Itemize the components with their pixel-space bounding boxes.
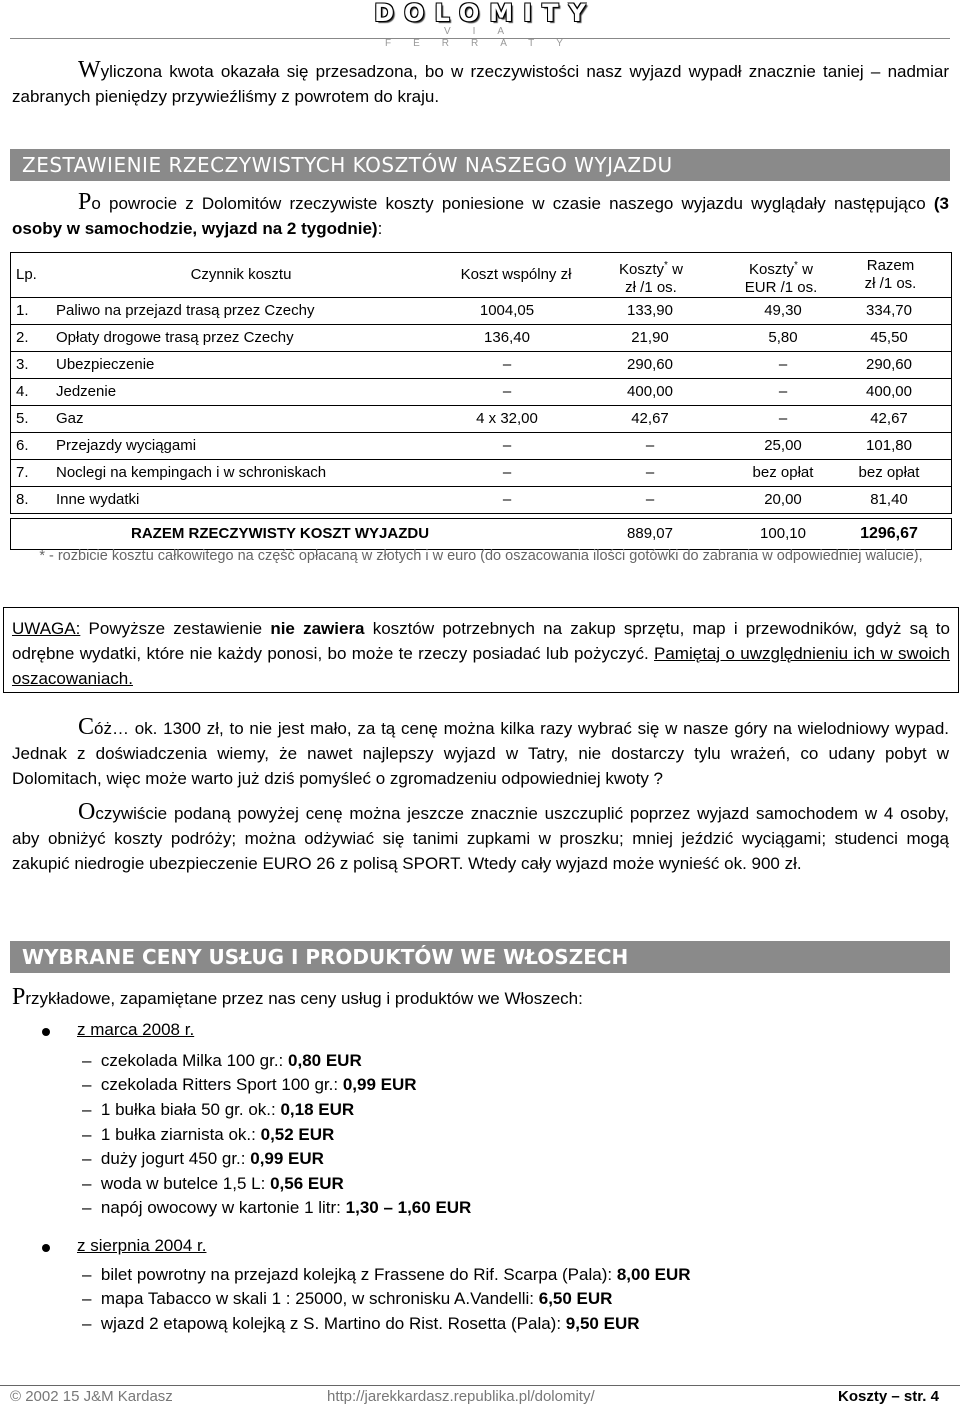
item-text: mapa Tabacco w skali 1 : 25000, w schronisku A.Vandelli: xyxy=(100,1289,539,1308)
item-text: wjazd 2 etapową kolejką z S. Martino do Rist. Rosetta (Pala): xyxy=(100,1314,566,1333)
table-row xyxy=(11,460,951,487)
list-item: – duży jogurt 450 gr.: 0,99 EUR xyxy=(82,1149,324,1168)
list-item: – wjazd 2 etapową kolejką z S. Martino do Rist. Rosetta (Pala): 9,50 EUR xyxy=(82,1314,640,1333)
table-row xyxy=(11,352,951,379)
para3-text: czywiście podaną powyżej cenę można jeszcze znacznie uszczuplić poprzez wyjazd samochodem w 4 osoby, aby obniżyć koszty podróży; można odżywiać się tanimi zupkami w proszku; mniej jeździć wyciągami; studenci mogą zakupić niedrogie ubezpieczenie EURO 26 z polisą SPORT. Wtedy cały wyjazd może wynieść ok. 900 zł. xyxy=(12,804,949,873)
row-shared: – xyxy=(502,437,512,454)
row-lp: 2. xyxy=(16,329,29,346)
row-pln: 42,67 xyxy=(631,410,669,427)
para3-dropcap: O xyxy=(78,799,96,825)
table-header xyxy=(10,252,952,298)
item-price: 6,50 EUR xyxy=(538,1289,613,1308)
list-item: – napój owocowy w kartonie 1 litr: 1,30 – 1,60 EUR xyxy=(82,1198,472,1217)
row-total: 400,00 xyxy=(866,383,912,400)
list-date: z sierpnia 2004 r. xyxy=(77,1236,207,1255)
item-text: 1 bułka ziarnista ok.: xyxy=(100,1125,261,1144)
row-eur: bez opłat xyxy=(752,464,814,481)
list-item: – czekolada Ritters Sport 100 gr.: 0,99 EUR xyxy=(82,1075,417,1094)
list-item: – czekolada Milka 100 gr.: 0,80 EUR xyxy=(82,1051,362,1070)
row-name: Paliwo na przejazd trasą przez Czechy xyxy=(56,302,315,319)
footer-page-number: 4 xyxy=(930,1388,939,1405)
item-text: napój owocowy w kartonie 1 litr: xyxy=(100,1198,346,1217)
item-price: 8,00 EUR xyxy=(616,1265,691,1284)
total-sum: 1296,67 xyxy=(860,525,918,542)
list-item: – mapa Tabacco w skali 1 : 25000, w schronisku A.Vandelli: 6,50 EUR xyxy=(82,1289,613,1308)
row-total: 42,67 xyxy=(870,410,908,427)
bullet-icon xyxy=(42,1244,50,1252)
row-name: Ubezpieczenie xyxy=(56,356,155,373)
item-price: 0,80 EUR xyxy=(288,1051,362,1070)
item-price: 1,30 – 1,60 EUR xyxy=(345,1198,472,1217)
list-item: – woda w butelce 1,5 L: 0,56 EUR xyxy=(82,1174,344,1193)
paragraph-savings xyxy=(12,800,949,876)
row-eur: 5,80 xyxy=(768,329,798,346)
header-pln-word: Koszty xyxy=(619,261,665,278)
warning-underlined: Pamiętaj o uwzględnieniu ich w swoich oszacowaniach. xyxy=(12,644,951,688)
row-eur: 25,00 xyxy=(764,437,802,454)
row-total: bez opłat xyxy=(858,464,920,481)
header-total-unit: zł /1 os. xyxy=(864,275,917,292)
header-total-word: Razem xyxy=(866,257,915,274)
row-shared: – xyxy=(502,491,512,508)
table-row xyxy=(11,325,951,352)
logo-subtitle: VIA FERRATY xyxy=(385,26,585,49)
footer-url[interactable]: http://jarekkardasz.republika.pl/dolomity/ xyxy=(327,1388,595,1405)
item-price: 0,99 EUR xyxy=(250,1149,324,1168)
row-shared: – xyxy=(502,464,512,481)
table-row xyxy=(11,298,951,325)
section1-text: o powrocie z Dolomitów rzeczywiste koszty poniesione w czasie naszego wyjazdu wyglądały następująco xyxy=(91,194,926,213)
row-lp: 5. xyxy=(16,410,29,427)
row-shared: 1004,05 xyxy=(479,302,535,319)
header-lp: Lp. xyxy=(16,266,37,283)
row-lp: 6. xyxy=(16,437,29,454)
header-total xyxy=(833,257,948,293)
footer-page-label: Koszty xyxy=(838,1388,888,1405)
footer-page-word: str. xyxy=(903,1388,931,1405)
row-name: Przejazdy wyciągami xyxy=(56,437,197,454)
row-eur: 20,00 xyxy=(764,491,802,508)
table-total-row xyxy=(10,518,952,550)
row-shared: – xyxy=(502,383,512,400)
row-name: Gaz xyxy=(56,410,84,427)
item-text: woda w butelce 1,5 L: xyxy=(100,1174,271,1193)
header-shared: Koszt wspólny zł xyxy=(460,266,572,283)
row-pln: 400,00 xyxy=(627,383,673,400)
row-pln: 133,90 xyxy=(627,302,673,319)
row-pln: – xyxy=(645,491,655,508)
row-total: 334,70 xyxy=(866,302,912,319)
row-pln: – xyxy=(645,464,655,481)
row-eur: – xyxy=(778,356,788,373)
list-item: – 1 bułka biała 50 gr. ok.: 0,18 EUR xyxy=(82,1100,355,1119)
section1-paragraph xyxy=(12,190,949,241)
row-name: Opłaty drogowe trasą przez Czechy xyxy=(56,329,294,346)
item-text: duży jogurt 450 gr.: xyxy=(100,1149,251,1168)
warning-label: UWAGA: xyxy=(12,619,81,638)
intro-text: yliczona kwota okazała się przesadzona, bo w rzeczywistości nasz wyjazd wypadł znacznie taniej – nadmiar zabranych pieniędzy przywieźliśmy z powrotem do kraju. xyxy=(12,62,949,106)
row-name: Inne wydatki xyxy=(56,491,140,508)
section1-colon: : xyxy=(377,219,383,238)
table-row xyxy=(11,487,951,514)
header-rule xyxy=(10,38,950,39)
table-row xyxy=(11,433,951,460)
logo-word: DOLOMITY xyxy=(374,0,596,27)
row-shared: 4 x 32,00 xyxy=(476,410,538,427)
footer-copyright: © 2002 15 J&M Kardasz xyxy=(10,1388,173,1405)
header-pln-w: w xyxy=(667,261,683,278)
warning-bold: nie zawiera xyxy=(270,619,365,638)
row-pln: – xyxy=(645,437,655,454)
row-name: Jedzenie xyxy=(56,383,117,400)
section-title-prices: WYBRANE CENY USŁUG I PRODUKTÓW WE WŁOSZECH xyxy=(10,941,950,973)
list-item: – 1 bułka ziarnista ok.: 0,52 EUR xyxy=(82,1125,335,1144)
item-text: 1 bułka biała 50 gr. ok.: xyxy=(100,1100,281,1119)
row-pln: 290,60 xyxy=(627,356,673,373)
bullet-icon xyxy=(42,1028,50,1036)
row-lp: 4. xyxy=(16,383,29,400)
paragraph-cost-comment xyxy=(12,715,949,791)
item-text: bilet powrotny na przejazd kolejką z Frassene do Rif. Scarpa (Pala): xyxy=(100,1265,617,1284)
row-total: 290,60 xyxy=(866,356,912,373)
header-eur-w: w xyxy=(797,261,813,278)
row-eur: 49,30 xyxy=(764,302,802,319)
intro-dropcap: W xyxy=(78,57,101,83)
row-lp: 1. xyxy=(16,302,29,319)
header-eur-word: Koszty xyxy=(749,261,795,278)
item-text: czekolada Milka 100 gr.: xyxy=(100,1051,289,1070)
warning-text-2: kosztów potrzebnych na zakup sprzętu, map i przewodników, gdyż są to odrębne wydatki, które nie każdy ponosi, bo może te rzeczy posiadać lub pożyczyć. xyxy=(12,619,950,663)
total-label: RAZEM RZECZYWISTY KOSZT WYJAZDU xyxy=(131,525,430,542)
warning-text-1: Powyższe zestawienie xyxy=(80,619,271,638)
row-eur: – xyxy=(778,383,788,400)
total-pln: 889,07 xyxy=(627,525,673,542)
table-row xyxy=(11,406,951,433)
warning-box xyxy=(3,607,959,693)
footnote: * - rozbicie kosztu całkowitego na część opłacaną w złotych i w euro (do oszacowania ilości gotówki do zabrania w odpowiedniej walucie), xyxy=(39,548,923,564)
para2-text: óż… ok. 1300 zł, to nie jest mało, za tą cenę można kilka razy wybrać się w nasze góry na wielodniowy wypad. Jednak z doświadczenia wiemy, że nawet najlepszy wyjazd w Tatry, nie dostarczy tylu wrażeń, co udany pobyt w Dolomitach, więc może warto już dziś pomyśleć o zgromadzeniu odpowiedniej kwoty ? xyxy=(12,719,949,788)
section1-bold-text: (3 osoby w samochodzie, wyjazd na 2 tygodnie) xyxy=(12,194,949,238)
intro-paragraph xyxy=(12,58,949,109)
row-pln: 21,90 xyxy=(631,329,669,346)
section2-paragraph xyxy=(12,985,949,1011)
item-price: 0,56 EUR xyxy=(270,1174,344,1193)
header-pln-unit: zł /1 os. xyxy=(625,279,677,296)
row-name: Noclegi na kempingach i w schroniskach xyxy=(56,464,327,481)
table-row xyxy=(11,379,951,406)
row-shared: 136,40 xyxy=(484,329,530,346)
total-eur: 100,10 xyxy=(760,525,806,542)
footer-rule xyxy=(0,1385,960,1386)
para2-dropcap: C xyxy=(78,714,95,740)
header-name: Czynnik kosztu xyxy=(190,266,292,283)
row-total: 45,50 xyxy=(870,329,908,346)
cost-table xyxy=(10,252,952,550)
item-price: 9,50 EUR xyxy=(565,1314,640,1333)
footer-page xyxy=(838,1388,939,1405)
row-lp: 3. xyxy=(16,356,29,373)
item-price: 0,52 EUR xyxy=(260,1125,335,1144)
section1-dropcap: P xyxy=(78,189,92,215)
header-pln xyxy=(591,257,711,297)
list-item: – bilet powrotny na przejazd kolejką z Frassene do Rif. Scarpa (Pala): 8,00 EUR xyxy=(82,1265,691,1284)
footer-page-sep: – xyxy=(887,1388,904,1405)
row-shared: – xyxy=(502,356,512,373)
row-lp: 7. xyxy=(16,464,29,481)
list-date: z marca 2008 r. xyxy=(77,1020,195,1039)
table-body xyxy=(10,298,952,514)
header-eur-unit: EUR /1 os. xyxy=(744,279,818,296)
section2-text: rzykładowe, zapamiętane przez nas ceny usług i produktów we Włoszech: xyxy=(25,989,583,1008)
header-pln-star: * xyxy=(664,260,668,271)
item-price: 0,18 EUR xyxy=(280,1100,355,1119)
row-total: 81,40 xyxy=(870,491,908,508)
header-eur-star: * xyxy=(794,260,798,271)
dolomity-logo xyxy=(350,2,620,50)
section-title-costs: ZESTAWIENIE RZECZYWISTYCH KOSZTÓW NASZEGO WYJAZDU xyxy=(10,149,950,181)
row-lp: 8. xyxy=(16,491,29,508)
item-text: czekolada Ritters Sport 100 gr.: xyxy=(100,1075,343,1094)
row-eur: – xyxy=(778,410,788,427)
section2-dropcap: P xyxy=(12,984,26,1010)
row-total: 101,80 xyxy=(866,437,912,454)
item-price: 0,99 EUR xyxy=(342,1075,417,1094)
header-eur xyxy=(721,257,841,297)
